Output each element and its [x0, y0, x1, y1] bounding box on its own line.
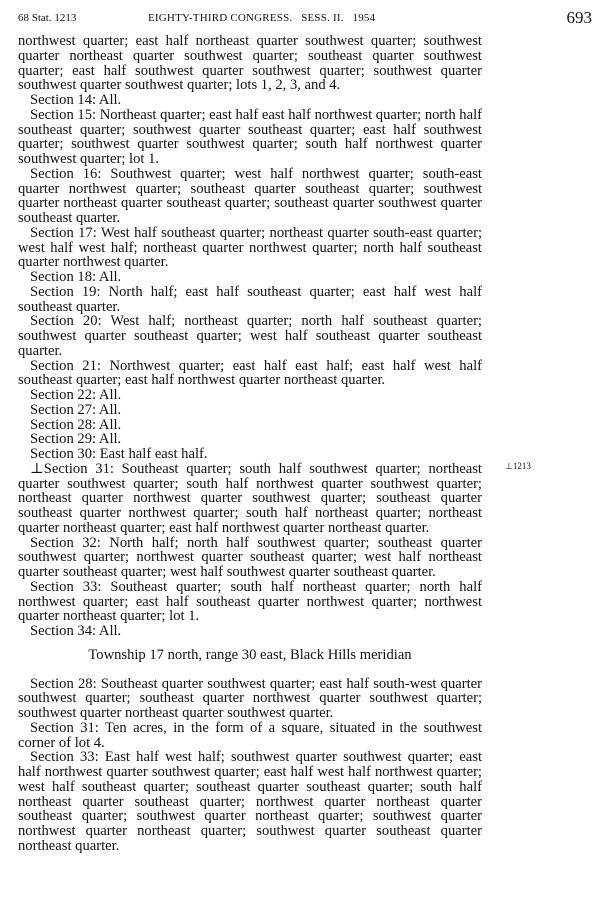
paragraph: Section 33: East half west half; southwest quarter southwest quarter; east half northwest quarter southwest quarter; east half west half northwest quarter; west half southeast quarter; southeast quarter southeast quarter; south half northeast quarter southeast quarter; northwest quarter northeast quarter southeast quarter; southwest quarter northeast quarter; southwest quarter northwest quarter northeast quarter; southwest quarter southeast quarter northeast quarter. [18, 749, 482, 854]
paragraph: Section 21: Northwest quarter; east half east half; east half west half southeast quarter; east half northwest quarter northeast quarter. [18, 357, 482, 389]
paragraph: Section 30: East half east half. [30, 446, 208, 462]
paragraph: Section 18: All. [30, 269, 122, 285]
paragraph: Section 28: All. [30, 416, 122, 433]
section-heading: Township 17 north, range 30 east, Black Hills meridian [88, 646, 412, 663]
document-body [18, 34, 482, 854]
paragraph: Section 22: All. [30, 387, 122, 403]
statute-reference: 68 Stat. 1213 [18, 12, 77, 24]
margin-note: ⊥1213 [505, 461, 531, 471]
paragraph: Section 15: Northeast quarter; east half east half northwest quarter; north half southeast quarter; southwest quarter southeast quarter; east half southwest quarter; southwest quarter southwest quarter; south half northwest quarter southwest quarter; lot 1. [18, 106, 482, 167]
paragraph: Section 14: All. [30, 92, 122, 108]
paragraph: northwest quarter; east half northeast quarter southwest quarter; southwest quarter northeast quarter southwest quarter; southeast quarter southwest quarter; east half southwest quarter southwest quarter; southwest quarter southwest quarter southwest quarter; lots 1, 2, 3, and 4. [18, 33, 482, 94]
paragraph: Section 33: Southeast quarter; south half northeast quarter; north half northwest quarter; east half southeast quarter northwest quarter; northwest quarter northeast quarter; lot 1. [18, 578, 482, 625]
paragraph: Section 17: West half southeast quarter; northeast quarter south-east quarter; west half west half; northeast quarter northwest quarter; north half southeast quarter northwest quarter. [18, 224, 482, 271]
paragraph: Section 16: Southwest quarter; west half northwest quarter; south-east quarter northwest quarter; southeast quarter southeast quarter; southwest quarter northeast quarter southeast quarter; southeast quarter southwest quarter southeast quarter. [18, 165, 482, 226]
paragraph: Section 32: North half; north half southwest quarter; southeast quarter southwest quarter; northwest quarter southeast quarter; west half northeast quarter southeast quarter; west half southwest quarter southeast quarter. [18, 534, 482, 580]
paragraph: Section 34: All. [30, 623, 122, 639]
paragraph: Section 19: North half; east half southeast quarter; east half west half southeast quarter. [18, 283, 482, 315]
paragraph: Section 31: Ten acres, in the form of a square, situated in the southwest corner of lot 4. [18, 719, 482, 751]
paragraph: ⊥Section 31: Southeast quarter; south half southwest quarter; northeast quarter southwest quarter; south half northwest quarter southwest quarter; northeast quarter northwest quarter southwest quarter; southeast quarter southeast quarter northwest quarter; south half northeast quarter; northeast quarter northeast quarter; east half northwest quarter northeast quarter. [18, 460, 482, 536]
paragraph: Section 28: Southeast quarter southwest quarter; east half south-west quarter southwest quarter; southeast quarter northwest quarter southwest quarter; southwest quarter northeast quarter southwest quarter. [18, 675, 482, 721]
paragraph: Section 29: All. [30, 431, 122, 448]
running-header: EIGHTY-THIRD CONGRESS. SESS. II. 1954 [148, 12, 376, 24]
paragraph: Section 27: All. [30, 401, 122, 418]
paragraph: Section 20: West half; northeast quarter; north half southeast quarter; southwest quarter southeast quarter; west half southeast quarter southeast quarter. [18, 313, 482, 359]
page-number: 693 [566, 8, 592, 27]
